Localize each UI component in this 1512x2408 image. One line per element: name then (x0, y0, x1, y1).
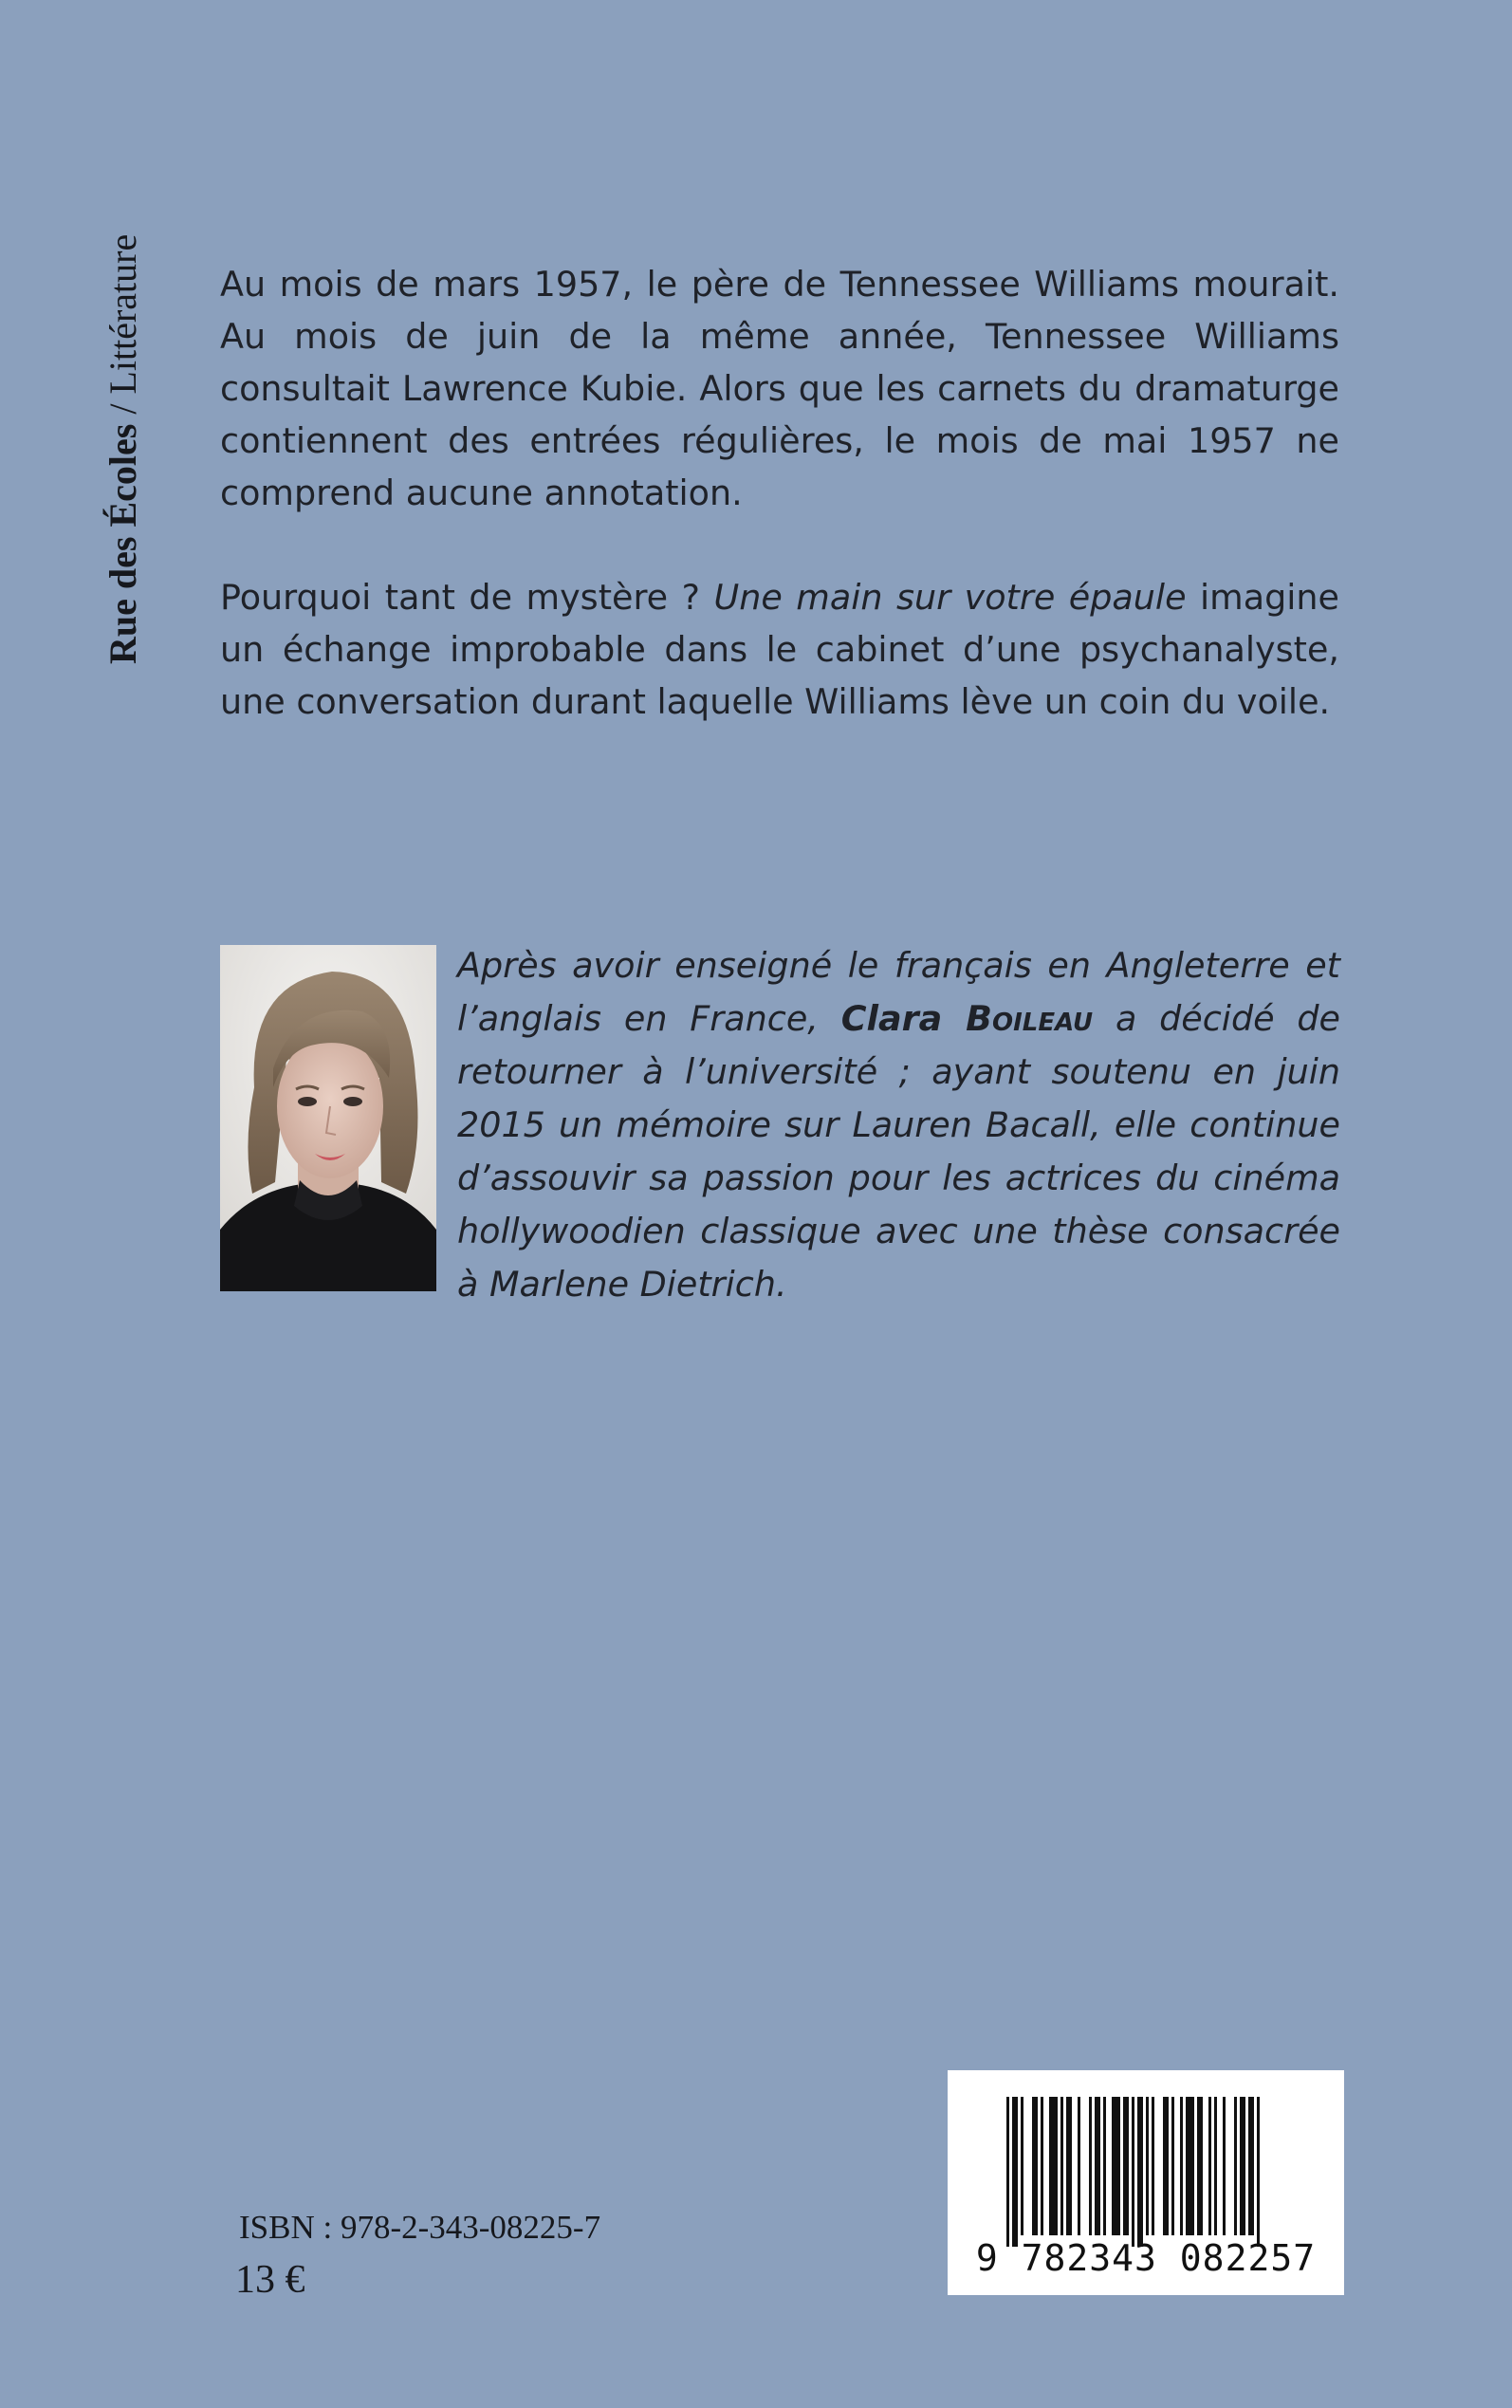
spine-collection-label (95, 57, 152, 664)
barcode-bar (1257, 2097, 1260, 2247)
barcode-bar (1089, 2097, 1092, 2235)
barcode-bar (1186, 2097, 1194, 2235)
barcode-bar (1123, 2097, 1129, 2235)
barcode-bar (1208, 2097, 1211, 2235)
barcode-bar (1234, 2097, 1237, 2235)
blurb-question: Pourquoi tant de mystère ? (220, 577, 714, 618)
barcode-bar (1021, 2097, 1023, 2235)
author-photo (220, 945, 436, 1291)
book-title: Une main sur votre épaule (713, 577, 1187, 618)
barcode-bar (1137, 2097, 1143, 2247)
barcode-bar (1078, 2097, 1080, 2235)
blurb-paragraph-2 (220, 571, 1339, 728)
barcode-bar (1041, 2097, 1043, 2235)
barcode-bar (1163, 2097, 1169, 2235)
blurb-text: imagine un échange improbable dans le cabinet d’une psychanalyste, une conversation durant laquelle Williams lève un coin du voile. (220, 577, 1339, 722)
barcode-bar (1049, 2097, 1058, 2235)
collection-name: Littérature (101, 233, 144, 395)
barcode-bar (1152, 2097, 1154, 2235)
bio-rest: a décidé de retourner à l’université ; ayant soutenu en juin 2015 un mémoire sur Lauren Bacall, elle continue d’assouvir sa passion pour les actrices du cinéma hollywoodien classique avec une thèse consacrée à Marlene Dietrich. (457, 998, 1340, 1305)
barcode-bar (1223, 2097, 1226, 2235)
bio-intro: Après avoir enseigné le français en Angleterre et l’anglais en France, (457, 945, 1340, 1039)
barcode-bar (1012, 2097, 1018, 2247)
barcode-bar (1032, 2097, 1038, 2235)
barcode-bar (1146, 2097, 1149, 2235)
author-name (841, 998, 1093, 1039)
barcode-bar (1066, 2097, 1072, 2235)
barcode-bar (1197, 2097, 1203, 2235)
barcode-bar (1240, 2097, 1245, 2235)
author-last-name: Boileau (966, 998, 1094, 1039)
barcode-bar (1060, 2097, 1063, 2235)
barcode-bar (1214, 2097, 1217, 2235)
price: 13 € (235, 2258, 305, 2302)
barcode-bar (1095, 2097, 1100, 2235)
barcode-bar (1171, 2097, 1174, 2235)
series-name: Rue des Écoles (101, 423, 144, 664)
barcode-bar (1248, 2097, 1254, 2235)
barcode-bar (1132, 2097, 1134, 2247)
isbn: ISBN : 978-2-343-08225-7 (239, 2209, 601, 2246)
barcode-bar (1112, 2097, 1120, 2235)
barcode-bar (1103, 2097, 1106, 2235)
barcode-bar (1180, 2097, 1183, 2235)
author-first-name: Clara (840, 998, 967, 1039)
blurb-paragraph-1: Au mois de mars 1957, le père de Tennessee Williams mourait. Au mois de juin de la même année, Tennessee Williams consultait Lawrence Kubie. Alors que les carnets du dramaturge contiennent des entrées régulières, le mois de mai 1957 ne comprend aucune annotation. (220, 264, 1339, 513)
barcode-bar (1006, 2097, 1009, 2247)
barcode-number: 9 782343 082257 (975, 2237, 1317, 2279)
author-bio (457, 939, 1340, 1311)
series-separator: / (101, 394, 144, 424)
barcode (948, 2070, 1344, 2295)
